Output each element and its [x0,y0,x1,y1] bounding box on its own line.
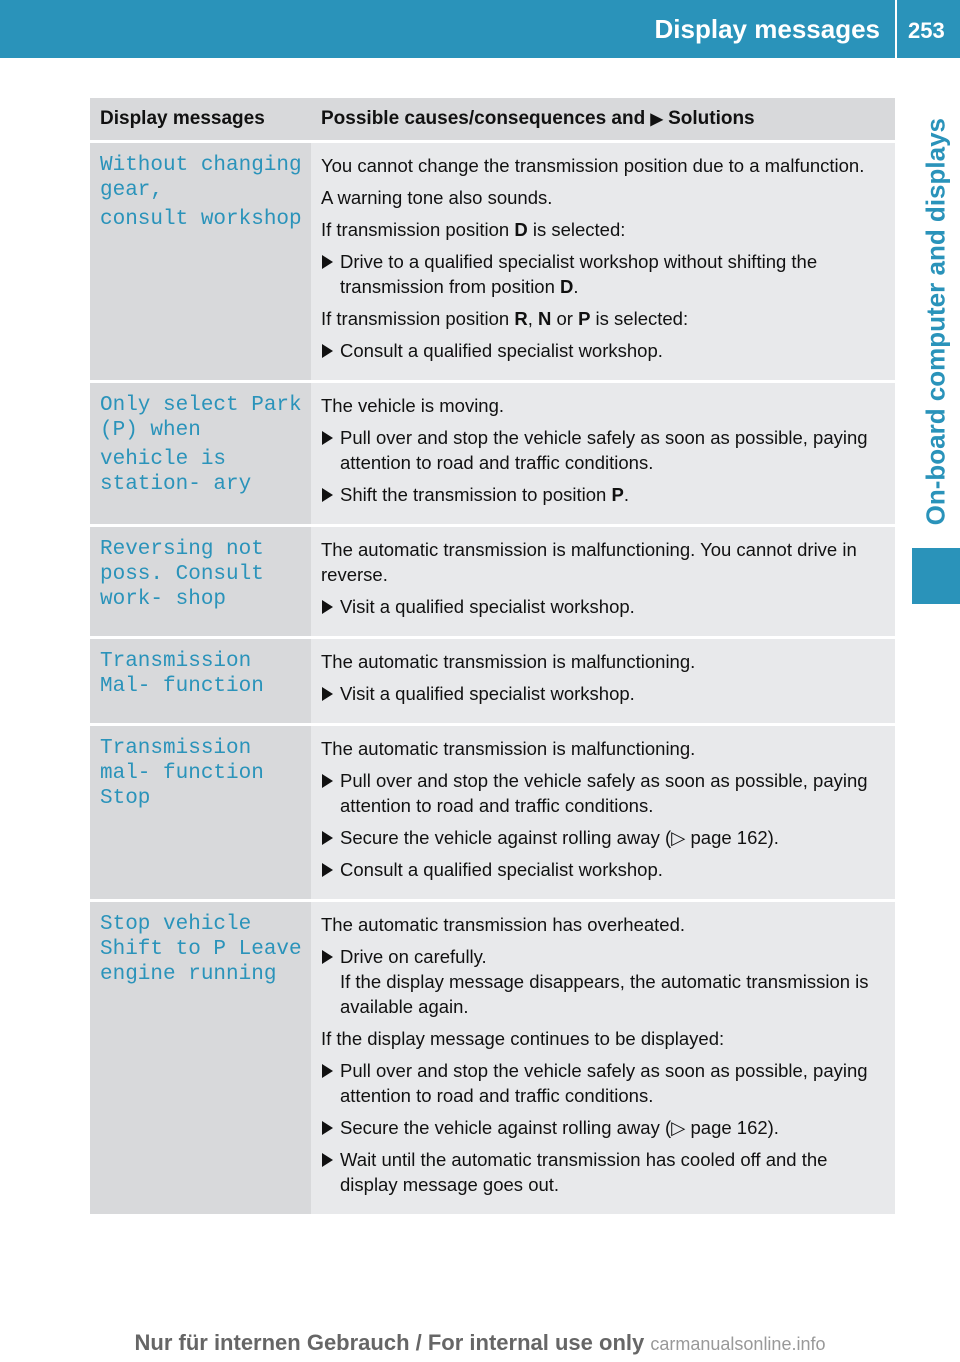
display-message-code: vehicle is station- ary [100,448,252,496]
solution-cell [311,382,895,526]
chapter-side-label [912,58,960,548]
solution-cell [311,638,895,725]
display-message-code: Transmission Mal- function [100,650,264,698]
internal-use-watermark: Nur für internen Gebrauch / For internal use only [134,1330,645,1355]
action-step: Wait until the automatic transmission has cooled off and the display message goes out. [321,1147,887,1197]
cause-text: The automatic transmission is malfunctioning. [321,738,696,759]
table-row [90,526,895,638]
column-header-solutions [311,98,895,142]
display-message-code: Reversing not poss. Consult work- shop [100,538,264,611]
display-message-code: Transmission mal- function Stop [100,737,264,810]
table-row [90,638,895,725]
solution-cell [311,901,895,1215]
cause-text: The automatic transmission is malfunctioning. You cannot drive in reverse. [321,539,857,585]
cause-text: You cannot change the transmission position due to a malfunction. [321,155,865,176]
source-watermark: carmanualsonline.info [650,1334,826,1354]
cause-text: The automatic transmission has overheated. [321,914,686,935]
action-step: Consult a qualified specialist workshop. [321,857,887,882]
message-cell [90,142,311,382]
action-step: Pull over and stop the vehicle safely as soon as possible, paying attention to road and traffic conditions. [321,768,887,818]
display-message-code: Only select Park (P) when [100,394,302,442]
table-row [90,725,895,901]
table-row [90,382,895,526]
table-header-row [90,98,895,142]
solution-cell [311,725,895,901]
column-header-solutions-label: Solutions [668,108,755,129]
display-message-code: Stop vehicle Shift to P Leave engine running [100,913,302,986]
section-title: Display messages [654,14,880,44]
action-step: Secure the vehicle against rolling away (▷ page 162). [321,825,887,850]
page-number: 253 [908,18,945,43]
action-step: Visit a qualified specialist workshop. [321,681,887,706]
solution-cell [311,526,895,638]
cause-text: A warning tone also sounds. [321,187,553,208]
action-step: Visit a qualified specialist workshop. [321,594,887,619]
cause-text: If the display message continues to be displayed: [321,1028,725,1049]
cause-text: The vehicle is moving. [321,395,505,416]
action-step: Consult a qualified specialist workshop. [321,338,887,363]
chapter-tab [912,548,960,604]
page-header [0,0,960,58]
action-step: Drive on carefully. If the display message disappears, the automatic transmission is available again. [321,944,887,1019]
table-row [90,142,895,382]
message-cell [90,901,311,1215]
action-step: Pull over and stop the vehicle safely as soon as possible, paying attention to road and traffic conditions. [321,425,887,475]
message-cell [90,382,311,526]
message-cell [90,526,311,638]
action-step: Pull over and stop the vehicle safely as soon as possible, paying attention to road and traffic conditions. [321,1058,887,1108]
action-step: Drive to a qualified specialist workshop without shifting the transmission from position D. [321,249,887,299]
message-cell [90,638,311,725]
table-row [90,901,895,1215]
page-footer [0,1330,960,1356]
display-message-code: consult workshop [100,208,302,231]
display-messages-table [90,98,895,1214]
solution-cell [311,142,895,382]
column-header-messages: Display messages [90,98,311,142]
display-message-code: Without changing gear, [100,154,302,202]
message-cell [90,725,311,901]
chapter-title: On-board computer and displays [920,118,951,526]
cause-text: The automatic transmission is malfunctioning. [321,651,696,672]
header-divider [895,0,897,58]
action-step: Shift the transmission to position P. [321,482,887,507]
arrow-right-icon: ▶ [650,111,663,128]
column-header-causes: Possible causes/consequences and [321,108,646,129]
action-step: Secure the vehicle against rolling away (▷ page 162). [321,1115,887,1140]
cause-text: If transmission position R, N or P is selected: [321,308,689,329]
cause-text: If transmission position D is selected: [321,219,626,240]
table-body [90,142,895,1215]
